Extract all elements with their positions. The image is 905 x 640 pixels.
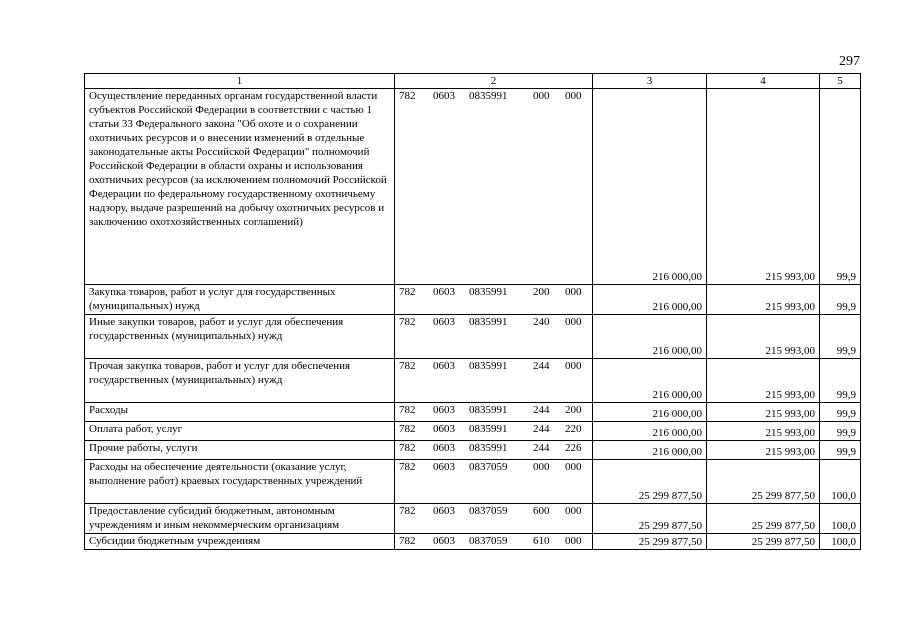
admin-code: 782 (399, 423, 416, 435)
row-executed-amount: 25 299 877,50 (707, 460, 820, 504)
row-budget-code (395, 359, 593, 403)
target-article-code: 0835991 (469, 404, 508, 416)
row-execution-percent: 99,9 (820, 315, 861, 359)
row-execution-percent: 100,0 (820, 504, 861, 534)
row-description: Субсидии бюджетным учреждениям (85, 534, 395, 550)
row-description: Прочие работы, услуги (85, 441, 395, 460)
row-planned-amount: 25 299 877,50 (593, 534, 707, 550)
row-executed-amount: 215 993,00 (707, 422, 820, 441)
row-execution-percent: 99,9 (820, 285, 861, 315)
row-execution-percent: 100,0 (820, 460, 861, 504)
row-budget-code (395, 403, 593, 422)
row-executed-amount: 215 993,00 (707, 441, 820, 460)
page-number: 297 (839, 54, 860, 69)
target-article-code: 0835991 (469, 316, 508, 328)
admin-code: 782 (399, 461, 416, 473)
row-execution-percent: 99,9 (820, 89, 861, 285)
row-description: Расходы (85, 403, 395, 422)
row-executed-amount: 215 993,00 (707, 89, 820, 285)
row-budget-code (395, 285, 593, 315)
table-row (85, 89, 861, 285)
admin-code: 782 (399, 316, 416, 328)
row-budget-code (395, 534, 593, 550)
section-code: 0603 (433, 442, 455, 454)
row-budget-code (395, 460, 593, 504)
budget-table (84, 73, 861, 550)
row-planned-amount: 216 000,00 (593, 422, 707, 441)
expense-type-code: 000 (533, 90, 550, 102)
expense-type-code: 600 (533, 505, 550, 517)
section-code: 0603 (433, 404, 455, 416)
table-row (85, 359, 861, 403)
admin-code: 782 (399, 404, 416, 416)
row-planned-amount: 216 000,00 (593, 285, 707, 315)
table-row (85, 403, 861, 422)
row-description: Осуществление переданных органам государственной власти субъектов Российской Федерации в соответствии с частью 1 статьи 33 Федерального закона "Об охоте и о сохранении охотничьих ресурсов и о внесении изменений в отдельные законодательные акты Российской Федерации" полномочий Российской Федерации в области охраны и использования охотничьих ресурсов (за исключением полномочий Российской Федерации по федеральному государственному охотничьему надзору, выдаче разрешений на добычу охотничьих ресурсов и заключению охотхозяйственных соглашений) (85, 89, 395, 285)
header-row (85, 74, 861, 89)
row-execution-percent: 99,9 (820, 422, 861, 441)
expense-type-code: 200 (533, 286, 550, 298)
row-planned-amount: 216 000,00 (593, 403, 707, 422)
row-description: Предоставление субсидий бюджетным, автономным учреждениям и иным некоммерческим организациям (85, 504, 395, 534)
row-planned-amount: 216 000,00 (593, 89, 707, 285)
row-execution-percent: 99,9 (820, 359, 861, 403)
section-code: 0603 (433, 286, 455, 298)
row-description: Закупка товаров, работ и услуг для государственных (муниципальных) нужд (85, 285, 395, 315)
expense-type-code: 240 (533, 316, 550, 328)
kosgu-code: 000 (565, 461, 582, 473)
header-col-2: 2 (395, 74, 593, 89)
row-description: Расходы на обеспечение деятельности (оказание услуг, выполнение работ) краевых государственных учреждений (85, 460, 395, 504)
target-article-code: 0837059 (469, 535, 508, 547)
kosgu-code: 000 (565, 535, 582, 547)
table-row (85, 441, 861, 460)
target-article-code: 0835991 (469, 90, 508, 102)
row-budget-code (395, 422, 593, 441)
admin-code: 782 (399, 360, 416, 372)
section-code: 0603 (433, 360, 455, 372)
section-code: 0603 (433, 316, 455, 328)
row-executed-amount: 215 993,00 (707, 285, 820, 315)
kosgu-code: 000 (565, 90, 582, 102)
header-col-4: 4 (707, 74, 820, 89)
kosgu-code: 200 (565, 404, 582, 416)
expense-type-code: 610 (533, 535, 550, 547)
row-execution-percent: 99,9 (820, 403, 861, 422)
row-planned-amount: 216 000,00 (593, 315, 707, 359)
section-code: 0603 (433, 90, 455, 102)
expense-type-code: 244 (533, 423, 550, 435)
expense-type-code: 244 (533, 360, 550, 372)
table-row (85, 534, 861, 550)
target-article-code: 0837059 (469, 505, 508, 517)
table-row (85, 315, 861, 359)
target-article-code: 0837059 (469, 461, 508, 473)
table-row (85, 285, 861, 315)
admin-code: 782 (399, 505, 416, 517)
row-budget-code (395, 504, 593, 534)
admin-code: 782 (399, 90, 416, 102)
table-row (85, 422, 861, 441)
row-budget-code (395, 89, 593, 285)
header-col-1: 1 (85, 74, 395, 89)
row-planned-amount: 216 000,00 (593, 359, 707, 403)
expense-type-code: 000 (533, 461, 550, 473)
kosgu-code: 000 (565, 360, 582, 372)
section-code: 0603 (433, 461, 455, 473)
row-executed-amount: 25 299 877,50 (707, 534, 820, 550)
row-executed-amount: 215 993,00 (707, 403, 820, 422)
row-planned-amount: 216 000,00 (593, 441, 707, 460)
target-article-code: 0835991 (469, 360, 508, 372)
section-code: 0603 (433, 535, 455, 547)
target-article-code: 0835991 (469, 423, 508, 435)
row-execution-percent: 99,9 (820, 441, 861, 460)
section-code: 0603 (433, 505, 455, 517)
kosgu-code: 000 (565, 505, 582, 517)
kosgu-code: 000 (565, 286, 582, 298)
row-executed-amount: 215 993,00 (707, 315, 820, 359)
row-planned-amount: 25 299 877,50 (593, 460, 707, 504)
target-article-code: 0835991 (469, 442, 508, 454)
expense-type-code: 244 (533, 442, 550, 454)
table-row (85, 504, 861, 534)
row-planned-amount: 25 299 877,50 (593, 504, 707, 534)
section-code: 0603 (433, 423, 455, 435)
row-budget-code (395, 315, 593, 359)
admin-code: 782 (399, 442, 416, 454)
header-col-5: 5 (820, 74, 861, 89)
kosgu-code: 226 (565, 442, 582, 454)
kosgu-code: 220 (565, 423, 582, 435)
row-budget-code (395, 441, 593, 460)
kosgu-code: 000 (565, 316, 582, 328)
row-description: Оплата работ, услуг (85, 422, 395, 441)
admin-code: 782 (399, 286, 416, 298)
row-executed-amount: 25 299 877,50 (707, 504, 820, 534)
row-description: Прочая закупка товаров, работ и услуг для обеспечения государственных (муниципальных) нужд (85, 359, 395, 403)
row-execution-percent: 100,0 (820, 534, 861, 550)
target-article-code: 0835991 (469, 286, 508, 298)
table-row (85, 460, 861, 504)
expense-type-code: 244 (533, 404, 550, 416)
row-executed-amount: 215 993,00 (707, 359, 820, 403)
header-col-3: 3 (593, 74, 707, 89)
row-description: Иные закупки товаров, работ и услуг для обеспечения государственных (муниципальных) нужд (85, 315, 395, 359)
admin-code: 782 (399, 535, 416, 547)
